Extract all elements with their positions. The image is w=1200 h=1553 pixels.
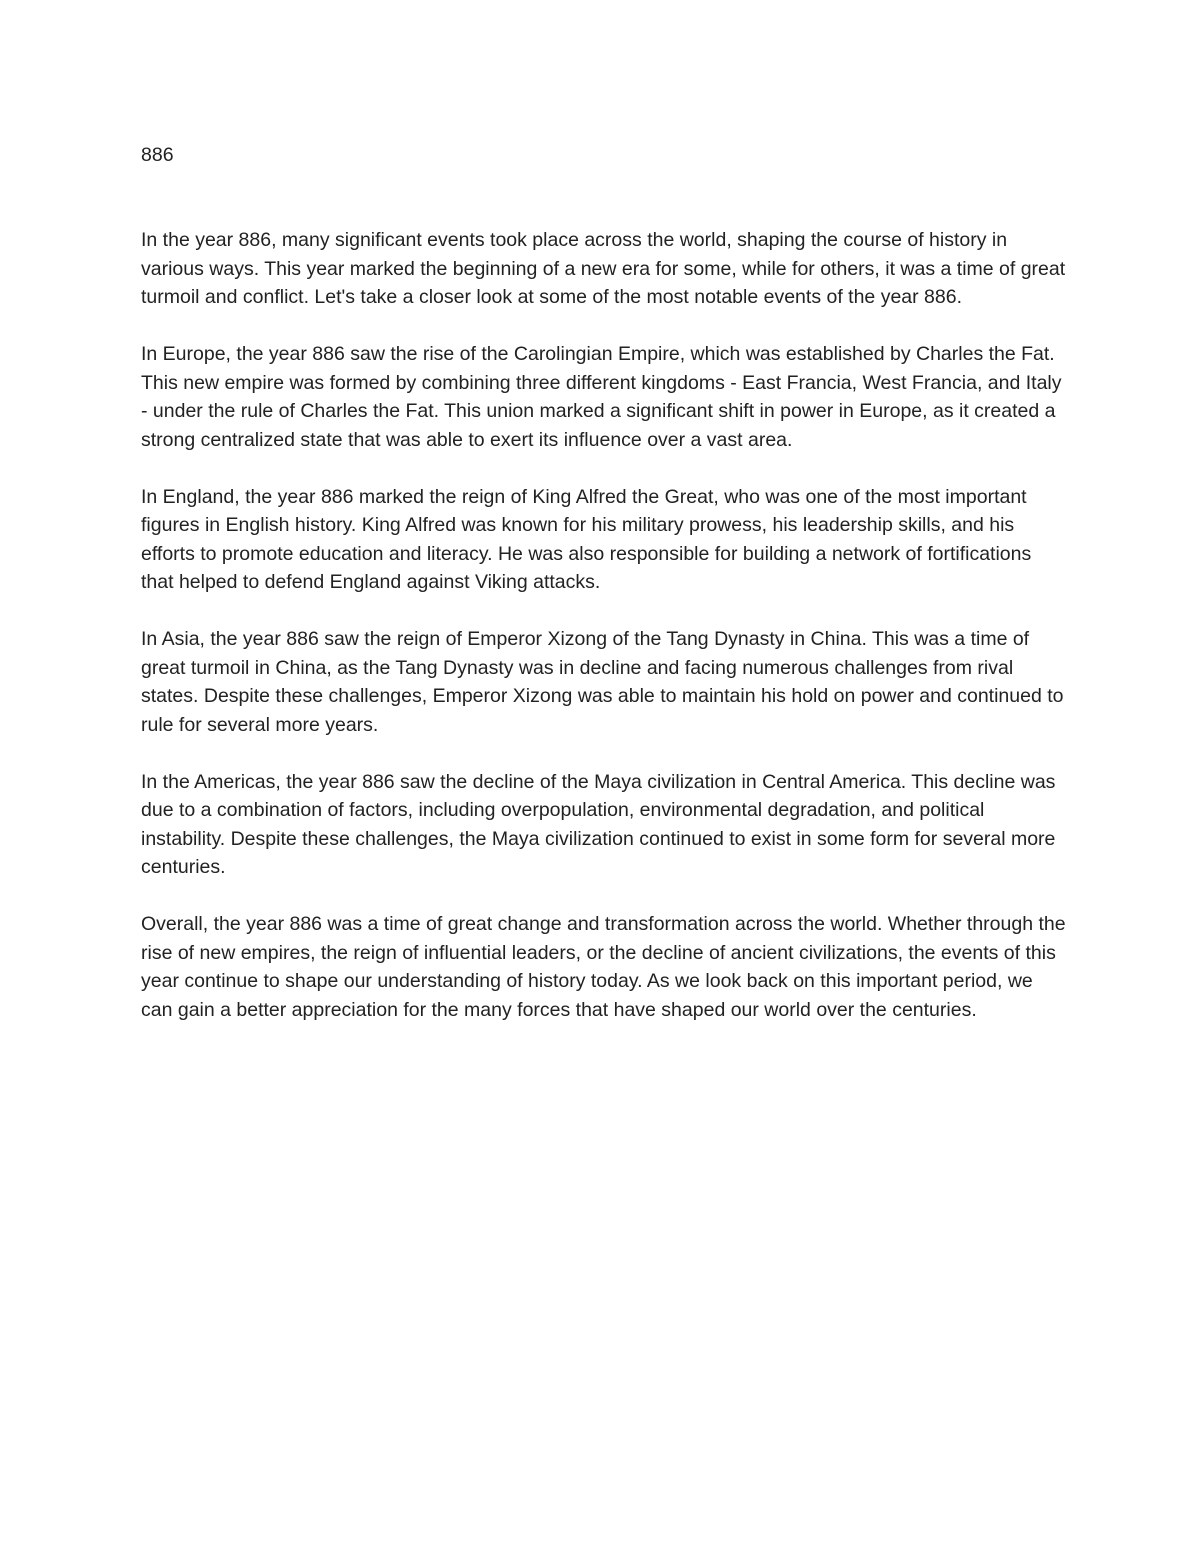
paragraph-americas: In the Americas, the year 886 saw the decline of the Maya civilization in Central America. This decline was due to a combination of factors, including overpopulation, environmental degradation, and political instability. Despite these challenges, the Maya civilization continued to exist in some form for several more centuries. [141,770,1056,878]
paragraph-asia: In Asia, the year 886 saw the reign of Emperor Xizong of the Tang Dynasty in China. This was a time of great turmoil in China, as the Tang Dynasty was in decline and facing numerous challenges from rival states. Despite these challenges, Emperor Xizong was able to maintain his hold on power and continued to rule for several more years. [141,628,1064,736]
paragraph-intro: In the year 886, many significant events took place across the world, shaping the course of history in various ways. This year marked the beginning of a new era for some, while for others, it was a time of great turmoil and conflict. Let's take a closer look at some of the most notable events of the year 886. [141,229,1066,308]
document-body [141,226,1066,1053]
document-title: 886 [141,144,174,166]
paragraph-england: In England, the year 886 marked the reign of King Alfred the Great, who was one of the most important figures in English history. King Alfred was known for his military prowess, his leadership skills, and his efforts to promote education and literacy. He was also responsible for building a network of fortifications that helped to defend England against Viking attacks. [141,485,1032,593]
paragraph-conclusion: Overall, the year 886 was a time of great change and transformation across the world. Whether through the rise of new empires, the reign of influential leaders, or the decline of ancient civilizations, the events of this year continue to shape our understanding of history today. As we look back on this important period, we can gain a better appreciation for the many forces that have shaped our world over the centuries. [141,913,1066,1021]
paragraph-europe: In Europe, the year 886 saw the rise of the Carolingian Empire, which was established by Charles the Fat. This new empire was formed by combining three different kingdoms - East Francia, West Francia, and Italy - under the rule of Charles the Fat. This union marked a significant shift in power in Europe, as it created a strong centralized state that was able to exert its influence over a vast area. [141,343,1062,451]
